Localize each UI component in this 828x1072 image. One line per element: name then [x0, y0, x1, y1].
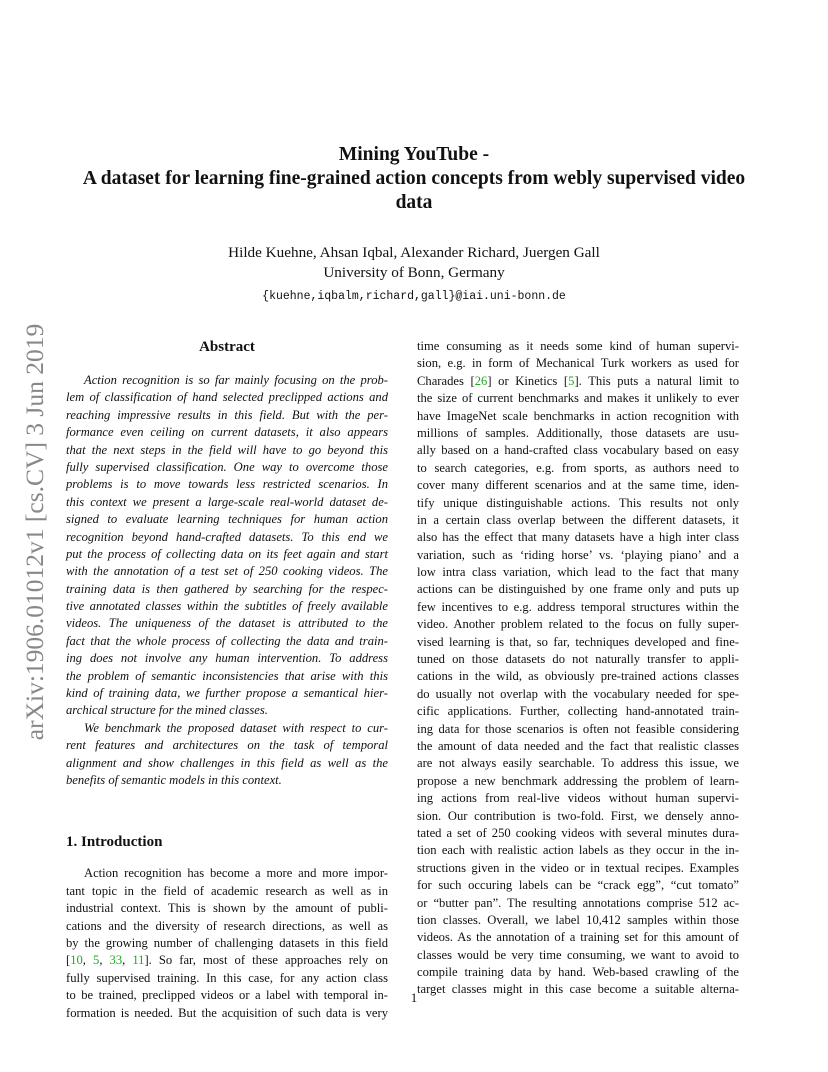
abstract-line: tive annotated classes within the subtitles of freely available	[66, 599, 388, 614]
body-line: to search categories, e.g. from sports, as authors need to	[417, 460, 739, 475]
intro-line: formation is needed. But the acquisition of such data is very	[66, 1005, 388, 1020]
abstract-line: fact that the whole process of collecting the data and train-	[66, 633, 388, 648]
abstract-body	[66, 372, 388, 789]
intro-line: to be trained, preclipped videos or a label with temporal in-	[66, 988, 388, 1003]
body-line: variation, such as ‘riding horse’ vs. ‘playing piano’ and a	[417, 547, 739, 562]
body-line: millions of samples. Additionally, those datasets are usu-	[417, 425, 739, 440]
title-line-1: Mining YouTube -	[338, 144, 490, 165]
body-line: ing actions from real-live videos without human supervi-	[417, 791, 739, 806]
body-line: cific applications. Further, collecting hand-annotated train-	[417, 704, 739, 719]
abstract-line: that the next steps in the field will have to go beyond this	[66, 442, 388, 457]
body-line: target classes might in this case become a suitable alterna-	[417, 982, 739, 997]
title-line-3: data	[395, 192, 433, 213]
author-block	[150, 243, 678, 305]
abstract-line: lem of classification of hand selected preclipped actions and	[66, 390, 388, 405]
title-line-2: A dataset for learning fine-grained action concepts from webly supervised video	[82, 168, 746, 189]
body-line: also has the effect that many datasets have a high inter class	[417, 530, 739, 545]
intro-line-with-citations	[66, 952, 388, 969]
bracket: [	[66, 953, 71, 968]
body-line: vised learning is that, so far, techniques developed and fine-	[417, 634, 739, 649]
abstract-line: recognition beyond hand-crafted datasets. To this end we	[66, 529, 388, 544]
body-line: time consuming as it needs some kind of human supervi-	[417, 339, 739, 353]
intro-line: by the growing number of challenging datasets in this field	[66, 935, 388, 950]
abstract-line: videos. The uniqueness of the dataset is attributed to the	[66, 616, 388, 631]
body-line: structions given in the video or in textual recipes. Examples	[417, 860, 739, 875]
abstract-line: We benchmark the proposed dataset with respect to cur-	[84, 720, 388, 735]
affiliation: University of Bonn, Germany	[323, 264, 505, 281]
body-line: tify unique distinguishable actions. This results not only	[417, 495, 739, 510]
text: Charades [	[417, 373, 475, 388]
abstract-line: fully supervised classification. One way to overcome those	[66, 459, 388, 474]
body-line: classes would be very time consuming, we want to avoid to	[417, 947, 739, 962]
body-line: tion each with realistic action labels as they occur in the in-	[417, 843, 739, 858]
abstract-heading: Abstract	[199, 339, 255, 355]
abstract-line: put the process of collecting data on its feet again and start	[66, 546, 388, 561]
paper-title	[60, 143, 768, 215]
left-column	[66, 338, 388, 1022]
body-line: in a certain class overlap between the different datasets, it	[417, 512, 739, 527]
abstract-line: benefits of semantic models in this context.	[66, 772, 282, 787]
body-line: actions can be distinguished by one frame only and puts up	[417, 582, 739, 597]
body-line: do usually not overlap with the vocabulary needed for spe-	[417, 686, 739, 701]
body-line: sion, e.g. in form of Mechanical Turk workers as used for	[417, 356, 739, 371]
citation-link[interactable]: 11	[132, 953, 145, 968]
introduction-heading: 1. Introduction	[66, 834, 163, 851]
abstract-line: problems is to move towards less restricted scenarios. In	[66, 477, 388, 492]
body-line: or “butter pan”. The resulting annotations comprise 512 ac-	[417, 895, 739, 910]
text: ] or Kinetics [	[487, 373, 569, 388]
abstract-line: this context we present a large-scale real-world dataset de-	[66, 494, 388, 509]
abstract-line: reaching impressive results in this field. But with the per-	[66, 407, 388, 422]
citation-link[interactable]: 10	[70, 953, 83, 968]
body-line: for such occuring labels can be “crack egg”, “cut tomato”	[417, 878, 739, 893]
body-line: the amount of data needed and the fact that realistic classes	[417, 738, 739, 753]
body-line: tion classes. Overall, we label 10,412 samples within those	[417, 912, 739, 927]
body-line: ing data for those scenarios is often not feasible considering	[417, 721, 739, 736]
abstract-line: the problem of semantic inconsistencies that arise with this	[66, 668, 388, 683]
abstract-line: with the annotation of a test set of 250 cooking videos. The	[66, 564, 388, 579]
body-line: are not always easily searchable. To address this issue, we	[417, 756, 739, 771]
citation-link[interactable]: 5	[93, 953, 100, 968]
citation-link[interactable]: 33	[109, 953, 123, 968]
intro-line: fully supervised training. In this case, for any action class	[66, 970, 388, 985]
page-number: 1	[410, 990, 418, 1005]
intro-line: industrial context. This is shown by the amount of publi-	[66, 901, 388, 916]
abstract-line: rent features and architectures on the task of temporal	[66, 738, 388, 753]
body-line: low intra class variation, which lead to the fact that many	[417, 565, 739, 580]
abstract-line: alignment and show challenges in this field as well as the	[66, 755, 388, 770]
abstract-line: formance even ceiling on current datasets, it also appears	[66, 425, 388, 440]
body-line: video. Another problem related to the focus on fully super-	[417, 617, 739, 632]
body-line: cover many different scenarios and at the same time, iden-	[417, 478, 739, 493]
abstract-line: signed to evaluate learning techniques for human action	[66, 512, 388, 527]
body-line: have ImageNet scale benchmarks in action recognition with	[417, 408, 739, 423]
body-line: ally based on a hand-crafted class vocabulary based on easy	[417, 443, 739, 458]
intro-line: cations and the diversity of research directions, as well as	[66, 918, 388, 933]
text: ]. So far, most of these approaches rely on	[144, 953, 388, 968]
abstract-line: ing does not involve any human intervention. To address	[66, 651, 388, 666]
body-line: compile training data by hand. Web-based crawling of the	[417, 965, 739, 980]
body-line: the size of current benchmarks and makes it unlikely to ever	[417, 391, 739, 406]
body-line: tated a set of 250 cooking videos with several minutes dura-	[417, 825, 739, 840]
intro-line: Action recognition has become a more and more impor-	[84, 866, 388, 881]
separator: ,	[82, 953, 94, 968]
separator: ,	[122, 953, 133, 968]
author-emails: {kuehne,iqbalm,richard,gall}@iai.uni-bonn.de	[262, 290, 566, 303]
author-names: Hilde Kuehne, Ahsan Iqbal, Alexander Richard, Juergen Gall	[228, 244, 600, 261]
citation-link[interactable]: 26	[474, 373, 488, 388]
body-line: sion. Our contribution is two-fold. First, we densely anno-	[417, 808, 739, 823]
body-line: cations in the wild, as obviously pre-trained actions classes	[417, 669, 739, 684]
citation-link[interactable]: 5	[568, 373, 575, 388]
arxiv-identifier-stamp: arXiv:1906.01012v1 [cs.CV] 3 Jun 2019	[20, 323, 49, 741]
abstract-line: kind of training data, we further propose a semantical hier-	[66, 686, 388, 701]
intro-line: tant topic in the field of academic research as well as in	[66, 883, 388, 898]
body-line: propose a new benchmark addressing the problem of learn-	[417, 773, 739, 788]
abstract-line: training data is then gathered by searching for the respec-	[66, 581, 388, 596]
abstract-line: Action recognition is so far mainly focusing on the prob-	[84, 373, 388, 387]
separator: ,	[99, 953, 110, 968]
body-line: few incentives to e.g. address temporal structures within the	[417, 599, 739, 614]
abstract-line: archical structure for the mined classes.	[66, 703, 268, 718]
body-line: videos. As the annotation of a training set for this amount of	[417, 930, 739, 945]
text: ]. This puts a natural limit to	[574, 373, 740, 388]
body-line-with-citations	[417, 373, 739, 390]
body-line: tuned on those datasets do not naturally transfer to appli-	[417, 652, 739, 667]
right-column	[417, 338, 739, 999]
